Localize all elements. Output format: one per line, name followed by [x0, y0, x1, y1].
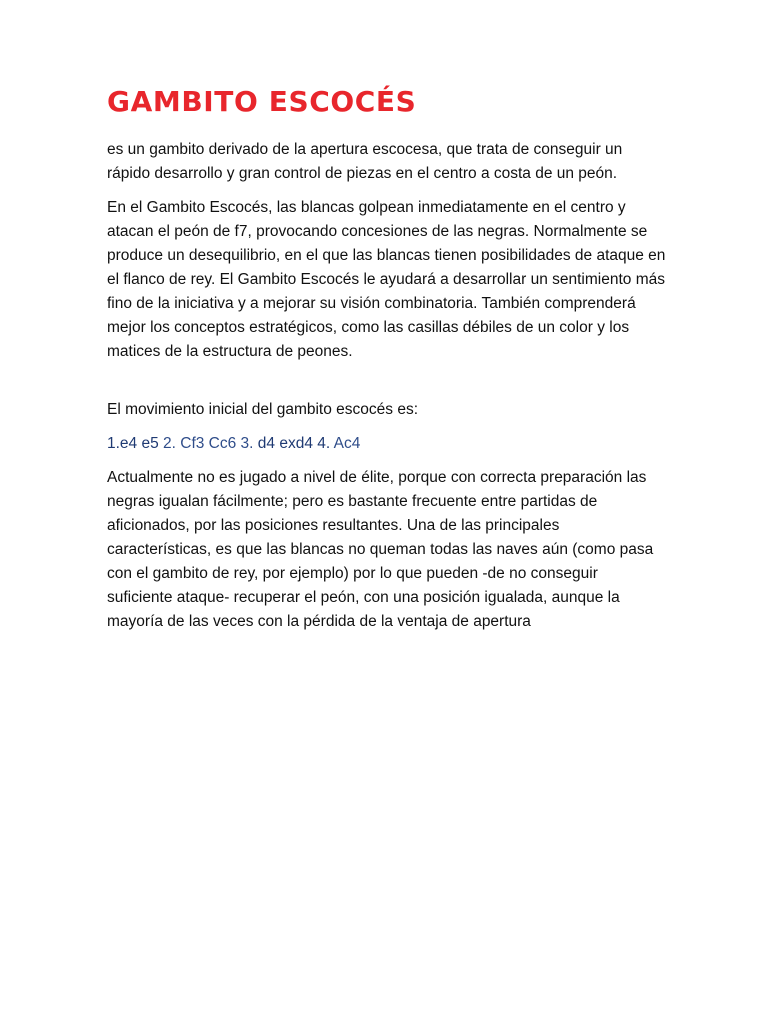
- move-2: 2. Cf3 Cc6 3.: [158, 435, 254, 452]
- document-title: GAMBITO ESCOCÉS: [107, 85, 417, 118]
- analysis-paragraph: Actualmente no es jugado a nivel de élite, porque con correcta preparación las negras igualan fácilmente; pero es bastante frecuente entre partidas de aficionados, por las posiciones resultantes. Una de las principales características, es que las blancas no queman todas las naves aún (como pasa con el gambito de rey, por ejemplo) por lo que pueden -de no conseguir suficiente ataque- recuperar el peón, con una posición igualada, aunque la mayoría de las veces con la pérdida de la ventaja de apertura: [107, 469, 654, 630]
- intro-paragraph: es un gambito derivado de la apertura escocesa, que trata de conseguir un rápido desarrollo y gran control de piezas en el centro a costa de un peón.: [107, 141, 623, 182]
- moves-label: El movimiento inicial del gambito escocés es:: [107, 401, 418, 418]
- move-1: 1.e4 e5: [107, 435, 159, 452]
- move-3: d4 exd4 4.: [253, 435, 331, 452]
- document-body: [107, 82, 667, 644]
- spacer: [107, 364, 667, 398]
- move-4: Ac4: [330, 435, 361, 452]
- description-paragraph: En el Gambito Escocés, las blancas golpean inmediatamente en el centro y atacan el peón de f7, provocando concesiones de las negras. Normalmente se produce un desequilibrio, en el que las blancas tienen posibilidades de ataque en el flanco de rey. El Gambito Escocés le ayudará a desarrollar un sentimiento más fino de la iniciativa y a mejorar su visión combinatoria. También comprenderá mejor los conceptos estratégicos, como las casillas débiles de un color y los matices de la estructura de peones.: [107, 199, 666, 360]
- opening-moves: [107, 432, 667, 456]
